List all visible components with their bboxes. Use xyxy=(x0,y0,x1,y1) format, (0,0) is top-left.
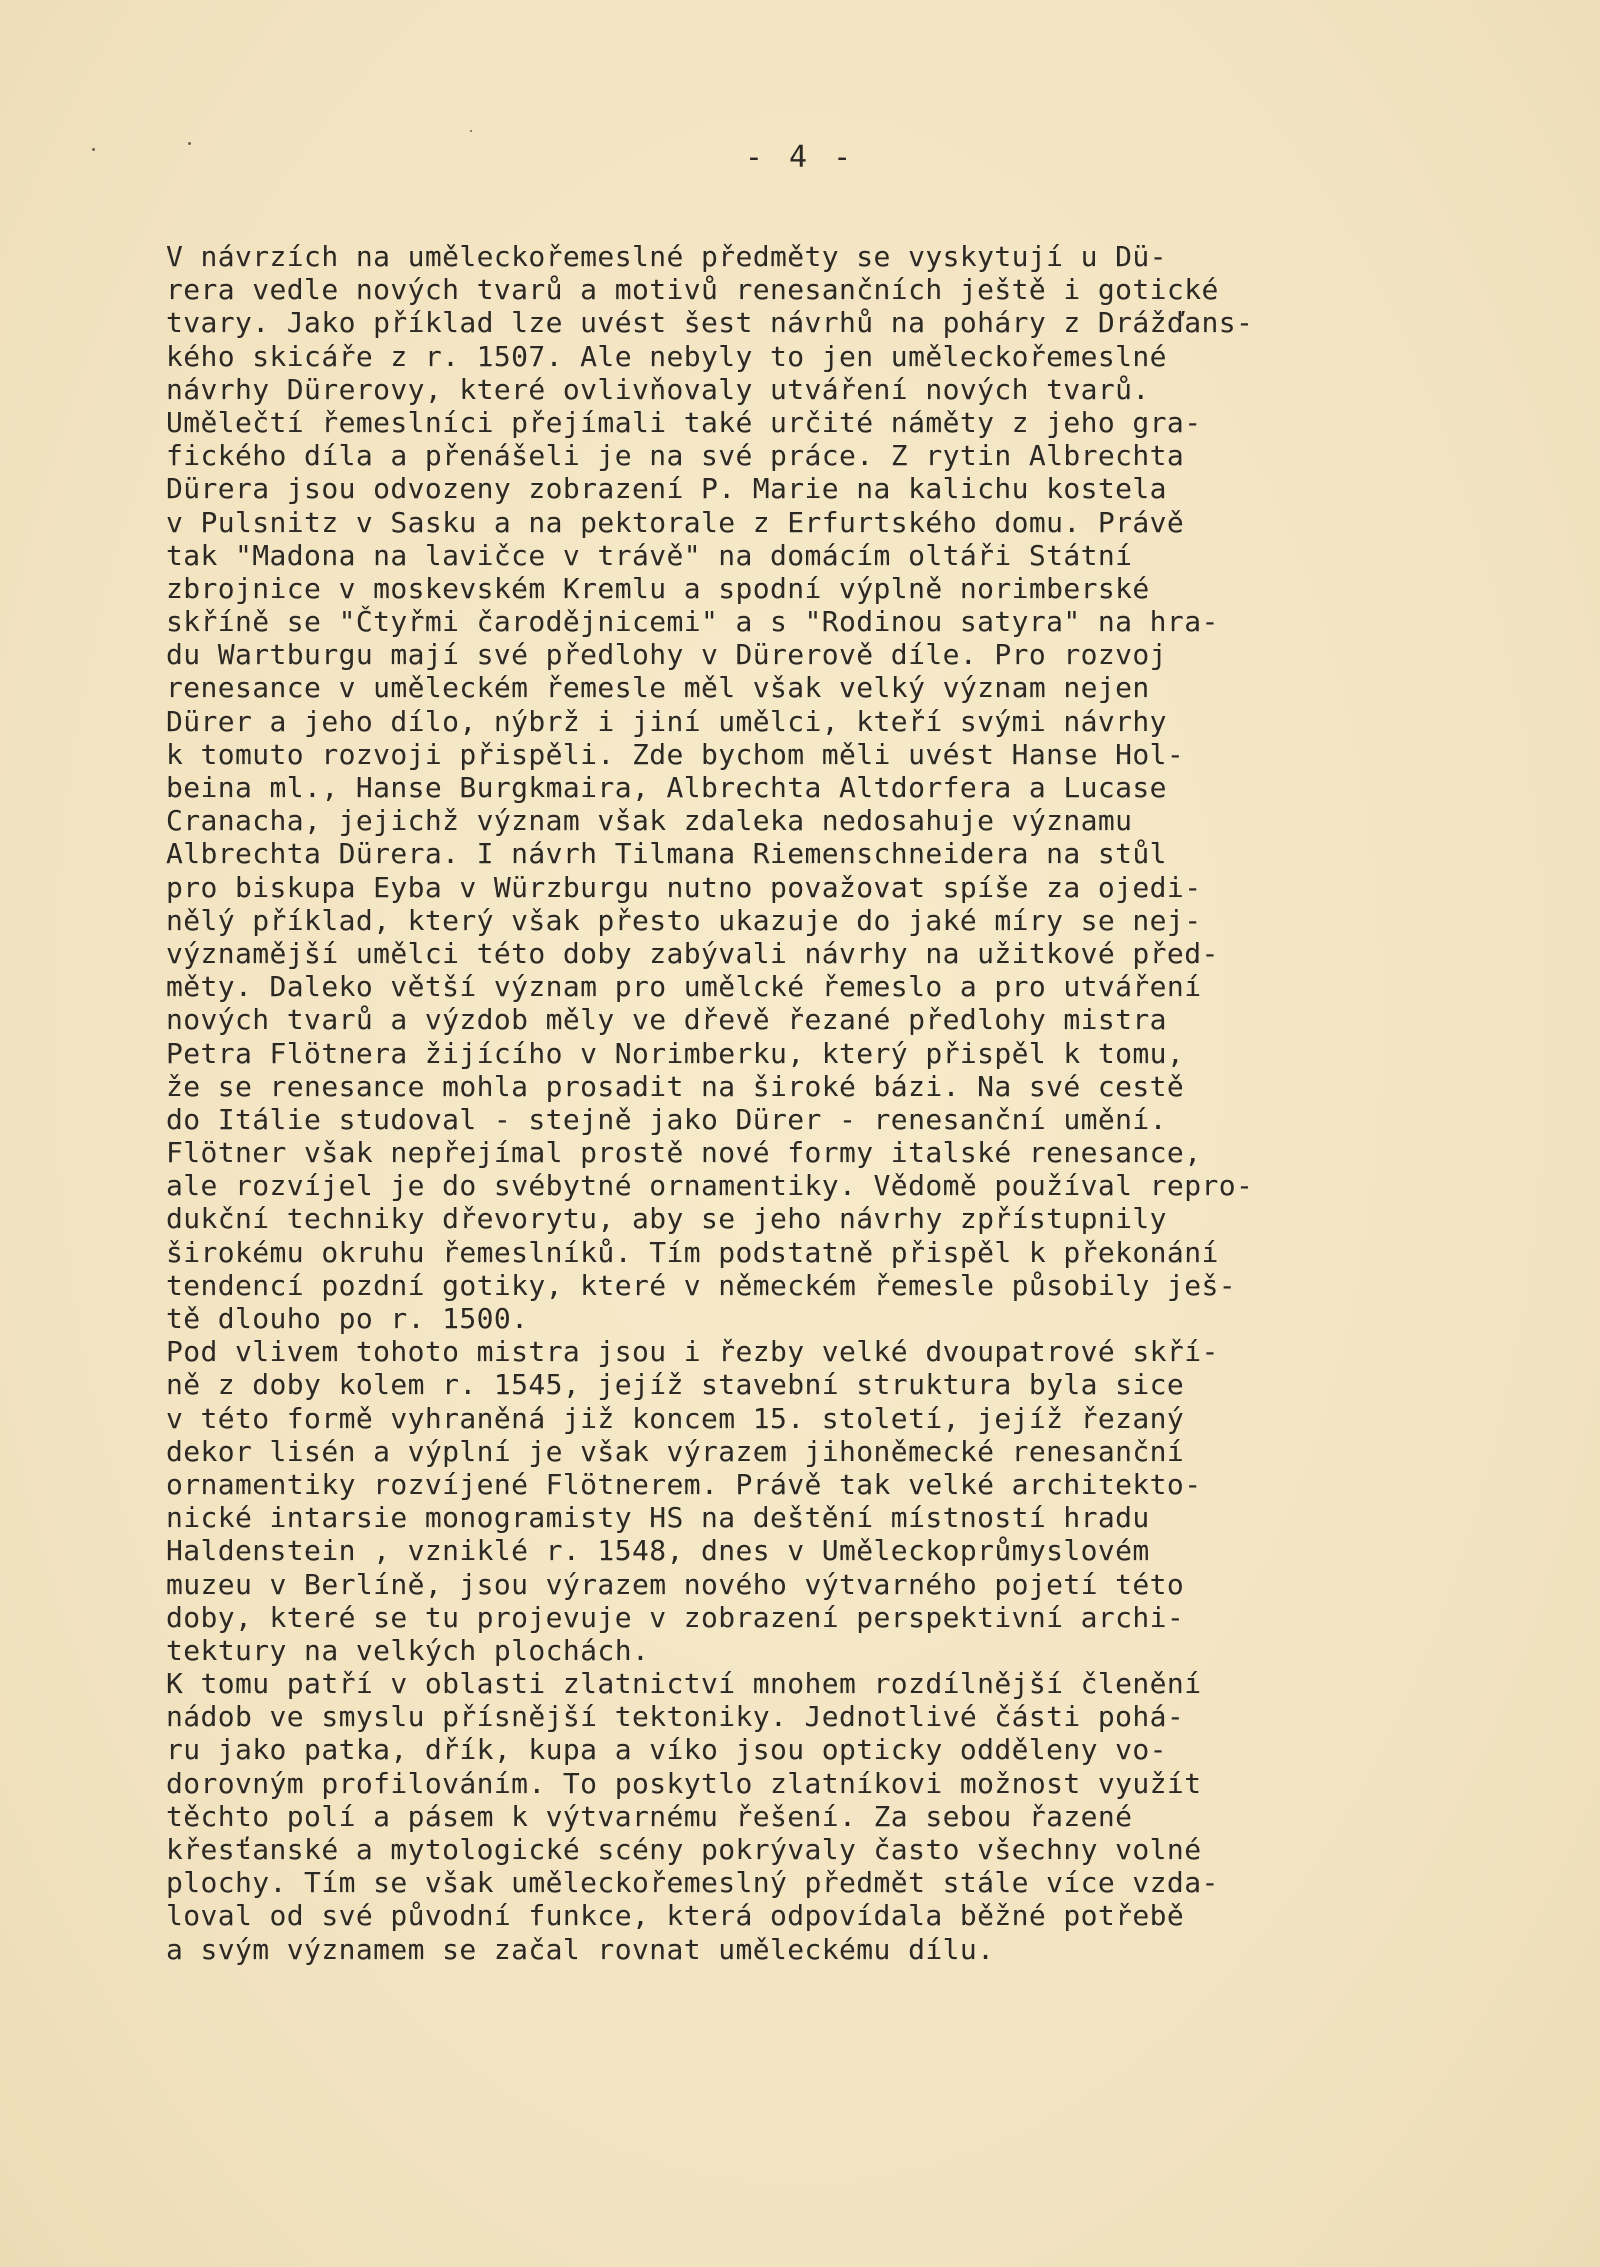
text-line: v této formě vyhraněná již koncem 15. století, jejíž řezaný xyxy=(166,1401,1185,1435)
text-line: v Pulsnitz v Sasku a na pektorale z Erfurtského domu. Právě xyxy=(166,505,1185,539)
text-line: Dürer a jeho dílo, nýbrž i jiní umělci, kteří svými návrhy xyxy=(166,704,1167,738)
text-line: doby, které se tu projevuje v zobrazení perspektivní archi- xyxy=(166,1600,1185,1634)
text-line: Dürera jsou odvozeny zobrazení P. Marie na kalichu kostela xyxy=(166,472,1167,506)
text-line: Pod vlivem tohoto mistra jsou i řezby velké dvoupatrové skří- xyxy=(166,1335,1219,1369)
text-line: muzeu v Berlíně, jsou výrazem nového výtvarného pojetí této xyxy=(166,1567,1185,1601)
text-line: fického díla a přenášeli je na své práce. Z rytin Albrechta xyxy=(166,439,1185,473)
text-line: zbrojnice v moskevském Kremlu a spodní výplně norimberské xyxy=(166,571,1150,605)
text-line: k tomuto rozvoji přispěli. Zde bychom měli uvést Hanse Hol- xyxy=(166,737,1185,771)
text-line: že se renesance mohla prosadit na široké bázi. Na své cestě xyxy=(166,1069,1185,1103)
text-line: návrhy Dürerovy, které ovlivňovaly utváření nových tvarů. xyxy=(166,372,1150,406)
text-line: Petra Flötnera žijícího v Norimberku, který přispěl k tomu, xyxy=(166,1036,1185,1070)
page-number: - 4 - xyxy=(744,140,856,175)
text-line: Haldenstein , vzniklé r. 1548, dnes v Uměleckoprůmyslovém xyxy=(166,1534,1150,1568)
text-line: kého skicáře z r. 1507. Ale nebyly to jen uměleckořemeslné xyxy=(166,339,1167,373)
text-line: tvary. Jako příklad lze uvést šest návrhů na poháry z Drážďans- xyxy=(166,306,1254,340)
text-line: ornamentiky rozvíjené Flötnerem. Právě tak velké architekto- xyxy=(166,1467,1202,1501)
text-line: V návrzích na uměleckořemeslné předměty se vyskytují u Dü- xyxy=(166,240,1167,273)
text-line: dorovným profilováním. To poskytlo zlatníkovi možnost využít xyxy=(166,1766,1202,1800)
body-text xyxy=(166,240,1466,1966)
text-line: pro biskupa Eyba v Würzburgu nutno považovat spíše za ojedi- xyxy=(166,870,1202,904)
text-line: loval od své původní funkce, která odpovídala běžné potřebě xyxy=(166,1899,1185,1933)
text-line: beina ml., Hanse Burgkmaira, Albrechta Altdorfera a Lucase xyxy=(166,771,1167,804)
text-line: nělý příklad, který však přesto ukazuje do jaké míry se nej- xyxy=(166,903,1202,937)
text-line: širokému okruhu řemeslníků. Tím podstatně přispěl k překonání xyxy=(166,1235,1219,1269)
text-line: Albrechta Dürera. I návrh Tilmana Riemenschneidera na stůl xyxy=(166,837,1167,871)
text-line: měty. Daleko větší význam pro umělcké řemeslo a pro utváření xyxy=(166,970,1202,1004)
text-line: renesance v uměleckém řemesle měl však velký význam nejen xyxy=(166,671,1150,705)
text-line: Flötner však nepřejímal prostě nové formy italské renesance, xyxy=(166,1136,1202,1170)
text-line: dekor lisén a výplní je však výrazem jihoněmecké renesanční xyxy=(166,1434,1185,1468)
text-line: nické intarsie monogramisty HS na deštění místností hradu xyxy=(166,1501,1150,1535)
text-line: Umělečtí řemeslníci přejímali také určité náměty z jeho gra- xyxy=(166,405,1202,439)
text-line: tě dlouho po r. 1500. xyxy=(166,1302,529,1335)
text-line: rera vedle nových tvarů a motivů renesančních ještě i gotické xyxy=(166,273,1219,307)
text-line: tak "Madona na lavičce v trávě" na domácím oltáři Státní xyxy=(166,538,1133,572)
text-line: tektury na velkých plochách. xyxy=(166,1633,650,1667)
text-line: ně z doby kolem r. 1545, jejíž stavební struktura byla sice xyxy=(166,1368,1185,1402)
text-line: Cranacha, jejichž význam však zdaleka nedosahuje významu xyxy=(166,804,1133,838)
text-line: a svým významem se začal rovnat uměleckému dílu. xyxy=(166,1932,995,1966)
text-line: ru jako patka, dřík, kupa a víko jsou opticky odděleny vo- xyxy=(166,1733,1167,1767)
text-line: ale rozvíjel je do svébytné ornamentiky. Vědomě používal repro- xyxy=(166,1169,1254,1203)
text-line: K tomu patří v oblasti zlatnictví mnohem rozdílnější členění xyxy=(166,1667,1202,1701)
text-line: do Itálie studoval - stejně jako Dürer - renesanční umění. xyxy=(166,1102,1167,1136)
text-line: skříně se "Čtyřmi čarodějnicemi" a s "Rodinou satyra" na hra- xyxy=(166,605,1219,639)
text-line: křesťanské a mytologické scény pokrývaly často všechny volné xyxy=(166,1833,1202,1866)
text-line: nádob ve smyslu přísnější tektoniky. Jednotlivé části pohá- xyxy=(166,1700,1185,1734)
text-line: těchto polí a pásem k výtvarnému řešení. Za sebou řazené xyxy=(166,1799,1133,1833)
text-line: dukční techniky dřevorytu, aby se jeho návrhy zpřístupnily xyxy=(166,1202,1167,1236)
paper-speck xyxy=(470,130,472,132)
text-line: nových tvarů a výzdob měly ve dřevě řezané předlohy mistra xyxy=(166,1003,1167,1037)
text-line: du Wartburgu mají své předlohy v Dürerově díle. Pro rozvoj xyxy=(166,638,1167,672)
text-line: významější umělci této doby zabývali návrhy na užitkové před- xyxy=(166,936,1219,970)
text-line: tendencí pozdní gotiky, které v německém řemesle působily ješ- xyxy=(166,1268,1236,1302)
text-line: plochy. Tím se však uměleckořemeslný předmět stále více vzda- xyxy=(166,1866,1219,1900)
